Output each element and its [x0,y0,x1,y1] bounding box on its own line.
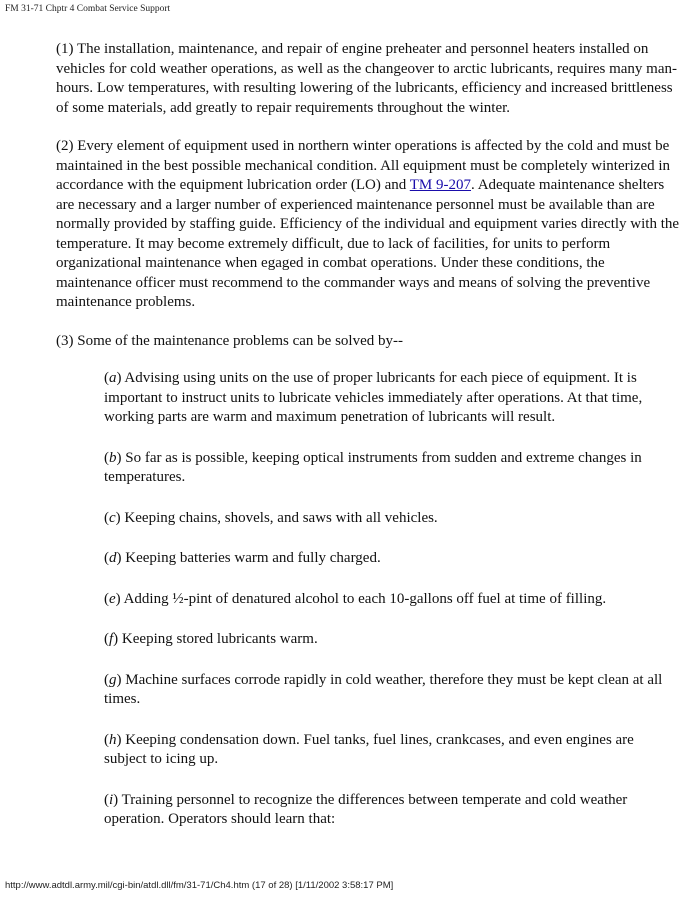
list-item-text: Training personnel to recognize the differences between temperate and cold weather operation. Operators should learn that: [104,791,628,827]
list-item-c: (c) Keeping chains, shovels, and saws with all vehicles. [104,509,438,526]
list-item-letter: f [109,631,114,647]
paragraph-2-text-after: . Adequate maintenance shelters are necessary and a larger number of experienced maintenance personnel must be available than are normally provided by staffing guide. Efficiency of the individual and equipment varies directly with the temperature. It may become extremely difficult, due to lack of facilities, for units to perform organizational maintenance when egaged in combat operations. Under these conditions, the maintenance officer must recommend to the commander ways and means of solving the preventive maintenance problems. [56,177,680,310]
paragraph-2 [56,137,680,313]
paragraph-3: (3) Some of the maintenance problems can be solved by-- [56,332,403,349]
document-body [56,40,680,851]
list-item-letter: c [109,509,116,526]
list-item-letter: d [109,550,117,566]
list-item-letter: e [109,590,116,607]
print-header-title: FM 31-71 Chptr 4 Combat Service Support [5,4,171,14]
list-item-text: So far as is possible, keeping optical instruments from sudden and extreme changes in temperatures. [104,449,642,485]
list-item-text: Keeping batteries warm and fully charged. [121,550,381,566]
list-item-letter: h [109,731,117,748]
list-item-text: Adding ½-pint of denatured alcohol to each 10-gallons off fuel at time of filling. [120,590,607,607]
list-item-i: (i) Training personnel to recognize the differences between temperate and cold weather operation. Operators should learn that: [104,791,628,827]
paragraph-2-text-before: (2) Every element of equipment used in northern winter operations is affected by the cold and must be maintained in the best possible mechanical condition. All equipment must be completely winterized in accordance with the equipment lubrication order (LO) and [56,138,671,193]
list-item-a: (a) Advising using units on the use of proper lubricants for each piece of equipment. It is important to instruct units to lubricate vehicles immediately after operations. At that time, working parts are warm and maximum penetration of lubricants will result. [104,370,643,425]
list-item-text: Machine surfaces corrode rapidly in cold weather, therefore they must be kept clean at all times. [104,671,663,707]
list-item-letter: b [109,449,117,466]
list-item-h: (h) Keeping condensation down. Fuel tanks, fuel lines, crankcases, and even engines are subject to icing up. [104,731,634,767]
list-item-b: (b) So far as is possible, keeping optical instruments from sudden and extreme changes in temperatures. [104,449,642,485]
list-item-letter: a [109,370,117,386]
paragraph-1: (1) The installation, maintenance, and repair of engine preheater and personnel heaters installed on vehicles for cold weather operations, as well as the changeover to arctic lubricants, requires many man-hours. Low temperatures, with resulting lowering of the lubricants, efficiency and increased brittleness of some materials, add greatly to repair requirements throughout the winter. [56,41,678,116]
print-footer-url: http://www.adtdl.army.mil/cgi-bin/atdl.dll/fm/31-71/Ch4.htm (17 of 28) [1/11/2002 3:58:17 PM] [5,880,394,891]
list-item-text: Advising using units on the use of proper lubricants for each piece of equipment. It is important to instruct units to lubricate vehicles immediately after operations. At that time, working parts are warm and maximum penetration of lubricants will result. [104,370,643,425]
list-item-d: (d) Keeping batteries warm and fully charged. [104,550,381,566]
list-item-f: (f) Keeping stored lubricants warm. [104,631,318,647]
list-item-letter: i [109,791,114,808]
list-item-text: Keeping stored lubricants warm. [118,631,318,647]
list-item-text: Keeping condensation down. Fuel tanks, fuel lines, crankcases, and even engines are subject to icing up. [104,731,634,767]
list-item-e: (e) Adding ½-pint of denatured alcohol to each 10-gallons off fuel at time of filling. [104,590,607,607]
list-item-g: (g) Machine surfaces corrode rapidly in cold weather, therefore they must be kept clean at all times. [104,671,663,707]
list-item-letter: g [109,671,117,688]
tm-9-207-link[interactable]: TM 9-207 [409,177,472,193]
list-item-text: Keeping chains, shovels, and saws with all vehicles. [120,509,438,526]
